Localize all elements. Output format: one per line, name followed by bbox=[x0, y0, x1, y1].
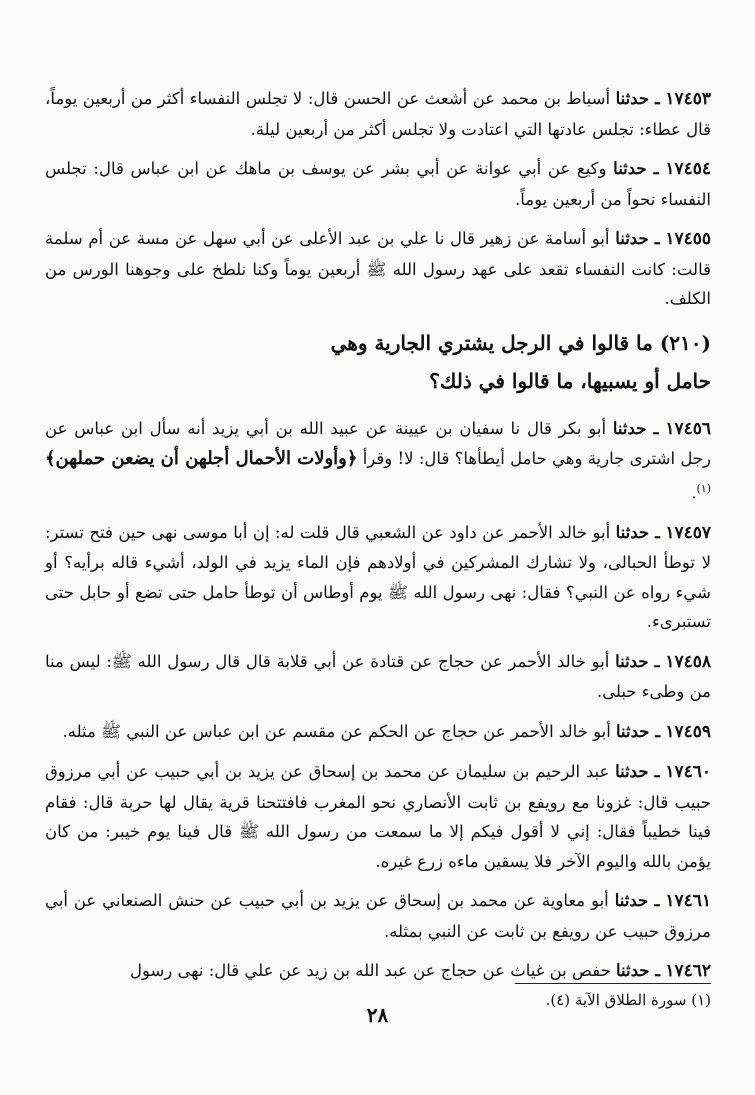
hadith-number: ١٧٤٦٠ bbox=[665, 762, 711, 782]
hadith-17453: ١٧٤٥٣ ـ حدثنا أسباط بن محمد عن أشعث عن الحسن قال: لا تجلس النفساء أكثر من أربعين يوماً، قال عطاء: تجلس عادتها التي اعتادت ولا تجلس أكثر من أربعين ليلة. bbox=[45, 89, 711, 139]
hadith-text: أبو خالد الأحمر عن حجاج عن قتادة عن أبي قلابة قال قال رسول الله ﷺ: ليس منا من وطىء حبلى. bbox=[45, 651, 711, 701]
hadith-lead: حدثنا bbox=[615, 651, 649, 671]
hadith-text: أبو بكر قال نا سفيان بن عيينة عن عبيد الله بن أبي يزيد أنه سأل ابن عباس عن رجل اشترى جارية وهي حامل أيطأها؟ قال: لا! وقرأ bbox=[45, 418, 711, 468]
hadith-17455: ١٧٤٥٥ ـ حدثنا أبو أسامة عن زهير قال نا علي بن عبد الأعلى عن أبي سهل عن مسة عن أم سلمة قالت: كانت النفساء تقعد على عهد رسول الله ﷺ أربعين يوماً وكنا نلطخ على وجوهنا الورس من الكلف. bbox=[45, 229, 711, 308]
hadith-number: ١٧٤٥٤ bbox=[665, 159, 711, 179]
hadith-lead: حدثنا bbox=[615, 89, 650, 108]
hadith-17456: ١٧٤٥٦ ـ حدثنا أبو بكر قال نا سفيان بن عيينة عن عبيد الله بن أبي يزيد أنه سأل ابن عباس عن رجل اشترى جارية وهي حامل أيطأها؟ قال: لا! وقرأ ﴿وأولات الأحمال أجلهن أن يضعن حملهن﴾$^{(١)}$. bbox=[45, 418, 712, 502]
hadith-number: ١٧٤٥٩ bbox=[665, 721, 711, 742]
hadith-lead: حدثنا bbox=[615, 229, 649, 248]
hadith-text: أبو معاوية عن محمد بن إسحاق عن يزيد بن أبي حبيب عن حنش الصنعاني عن أبي مرزوق حبيب عن رويفع بن ثابت عن النبي بمثله. bbox=[45, 891, 711, 941]
hadith-lead: حدثنا bbox=[612, 418, 647, 438]
hadith-17459: ١٧٤٥٩ ـ حدثنا أبو خالد الأحمر عن حجاج عن الحكم عن مقسم عن ابن عباس عن النبي ﷺ مثله. bbox=[62, 721, 711, 742]
main-text bbox=[45, 84, 711, 997]
hadith-text: أبو أسامة عن زهير قال نا علي بن عبد الأعلى عن أبي سهل عن مسة عن أم سلمة قالت: كانت النفساء تقعد على عهد رسول الله ﷺ أربعين يوماً وكنا نلطخ على وجوهنا الورس من الكلف. bbox=[45, 229, 711, 308]
hadith-17454: ١٧٤٥٤ ـ حدثنا وكيع عن أبي عوانة عن أبي بشر عن يوسف بن ماهك عن ابن عباس قال: تجلس النفساء نحواً من أربعين يوماً. bbox=[45, 159, 711, 209]
hadith-text: أبو خالد الأحمر عن حجاج عن الحكم عن مقسم عن ابن عباس عن النبي ﷺ مثله. bbox=[62, 721, 611, 741]
hadith-text: أسباط بن محمد عن أشعث عن الحسن قال: لا تجلس النفساء أكثر من أربعين يوماً، قال عطاء: تجلس عادتها التي اعتادت ولا تجلس أكثر من أربعين ليلة. bbox=[45, 89, 711, 139]
hadith-17461: ١٧٤٦١ ـ حدثنا أبو معاوية عن محمد بن إسحاق عن يزيد بن أبي حبيب عن حنش الصنعاني عن أبي مرزوق حبيب عن رويفع بن ثابت عن النبي بمثله. bbox=[45, 891, 711, 941]
chapter-title-line-2: حامل أو يسبيها، ما قالوا في ذلك؟ bbox=[429, 368, 711, 393]
hadith-text: عبد الرحيم بن سليمان عن محمد بن إسحاق عن يزيد بن أبي حبيب عن أبي مرزوق حبيب قال: غزونا مع رويفع بن ثابت الأنصاري نحو المغرب فافتتحنا قرية يقال لها حربة قال: فقام فينا خطيباً فقال: إني لا أقول فيكم إلا ما سمعت من رسول الله ﷺ قال فينا يوم خيبر: من كان يؤمن بالله واليوم الآخر فلا يسقين ماءه زرع غيره. bbox=[45, 762, 711, 871]
footnote: (١) سورة الطلاق الآية (٤). bbox=[545, 991, 711, 1009]
hadith-lead: حدثنا bbox=[614, 891, 649, 910]
hadith-lead: حدثنا bbox=[616, 961, 650, 980]
hadith-17458: ١٧٤٥٨ ـ حدثنا أبو خالد الأحمر عن حجاج عن قتادة عن أبي قلابة قال قال رسول الله ﷺ: ليس منا من وطىء حبلى. bbox=[45, 651, 711, 701]
hadith-17460: ١٧٤٦٠ ـ حدثنا عبد الرحيم بن سليمان عن محمد بن إسحاق عن يزيد بن أبي حبيب عن أبي مرزوق حبيب قال: غزونا مع رويفع بن ثابت الأنصاري نحو المغرب فافتتحنا قرية يقال لها حربة قال: فقام فينا خطيباً فقال: إني لا أقول فيكم إلا ما سمعت من رسول الله ﷺ قال فينا يوم خيبر: من كان يؤمن بالله واليوم الآخر فلا يسقين ماءه زرع غيره. bbox=[45, 762, 711, 871]
hadith-text: وكيع عن أبي عوانة عن أبي بشر عن يوسف بن ماهك عن ابن عباس قال: تجلس النفساء نحواً من أربعين يوماً. bbox=[45, 159, 711, 209]
hadith-lead: حدثنا bbox=[615, 762, 649, 781]
hadith-lead: حدثنا bbox=[615, 522, 650, 542]
hadith-number: ١٧٤٥٧ bbox=[665, 522, 711, 543]
quran-verse: ﴿وأولات الأحمال أجلهن أن يضعن حملهن﴾ bbox=[45, 448, 358, 469]
page-number: ٢٨ bbox=[366, 1003, 389, 1027]
hadith-number: ١٧٤٥٥ bbox=[665, 229, 711, 249]
hadith-text: حفص بن غياث عن حجاج عن عبد الله بن زيد عن علي قال: نهى رسول bbox=[129, 961, 611, 980]
hadith-number: ١٧٤٥٣ bbox=[665, 89, 711, 109]
hadith-lead: حدثنا bbox=[613, 159, 647, 178]
hadith-17462: ١٧٤٦٢ ـ حدثنا حفص بن غياث عن حجاج عن عبد الله بن زيد عن علي قال: نهى رسول bbox=[129, 961, 711, 981]
chapter-title-line-1: (٢١٠) ما قالوا في الرجل يشتري الجارية وهي bbox=[330, 330, 711, 355]
hadith-number: ١٧٤٥٦ bbox=[665, 418, 712, 439]
footnote-ref: (١) bbox=[696, 481, 711, 495]
chapter-heading bbox=[45, 324, 711, 400]
hadith-lead: حدثنا bbox=[616, 721, 650, 741]
hadith-number: ١٧٤٦١ bbox=[665, 891, 711, 911]
hadith-17457: ١٧٤٥٧ ـ حدثنا أبو خالد الأحمر عن داود عن الشعبي قال قلت له: إن أبا موسى نهى حين فتح تستر: لا توطأ الحبالى، ولا تشارك المشركين في أولادهم فإن الماء يزيد في الولد، أشيء قاله برأيه؟ أو شيء رواه عن النبي؟ فقال: نهى رسول الله ﷺ يوم أوطاس أن توطأ حامل حتى تضع أو حابل حتى تستبرىء. bbox=[45, 522, 711, 631]
hadith-number: ١٧٤٥٨ bbox=[665, 651, 711, 672]
hadith-number: ١٧٤٦٢ bbox=[665, 961, 711, 981]
hadith-text: أبو خالد الأحمر عن داود عن الشعبي قال قلت له: إن أبا موسى نهى حين فتح تستر: لا توطأ الحبالى، ولا تشارك المشركين في أولادهم فإن الماء يزيد في الولد، أشيء قاله برأيه؟ أو شيء رواه عن النبي؟ فقال: نهى رسول الله ﷺ يوم أوطاس أن توطأ حامل حتى تضع أو حابل حتى تستبرىء. bbox=[45, 522, 711, 631]
footnote-divider bbox=[515, 983, 711, 984]
